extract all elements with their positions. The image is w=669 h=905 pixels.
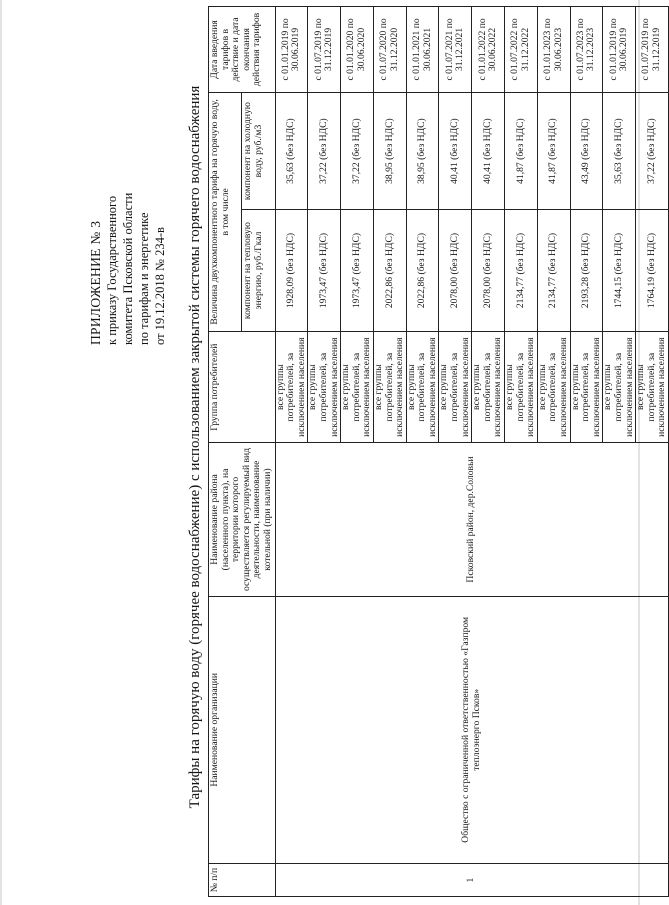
appendix-number: ПРИЛОЖЕНИЕ № 3 — [88, 220, 103, 345]
appendix-line-4: по тарифам и энергетике — [137, 212, 151, 345]
appendix-line-2: к приказу Государственного — [105, 195, 119, 345]
consumer-group: все группы потребителей, за исключением населения — [505, 331, 538, 443]
tariff-period: с 01.07.2023 по 31.12.2023 — [570, 7, 603, 93]
water-component: 37,22 (без НДС) — [341, 92, 374, 209]
heat-component: 1764,19 (без НДС) — [636, 210, 669, 332]
heat-component: 1744,15 (без НДС) — [603, 210, 636, 332]
table-row — [275, 7, 308, 897]
consumer-group: все группы потребителей, за исключением населения — [570, 331, 603, 443]
document-title: Тарифы на горячую воду (горячее водоснабжение) с использованием закрытой системы горячего водоснабжения — [187, 85, 203, 809]
tariff-period: с 01.07.2019 по 31.12.2019 — [308, 7, 341, 93]
consumer-group: все группы потребителей, за исключением населения — [308, 331, 341, 443]
header-period: Дата введения тарифов в действие и дата окончания действия тарифов — [209, 7, 276, 93]
consumer-group: все группы потребителей, за исключением населения — [406, 331, 439, 443]
tariff-table — [208, 6, 669, 897]
consumer-group: все группы потребителей, за исключением населения — [537, 331, 570, 443]
row-number: 1 — [275, 864, 668, 897]
heat-component: 1928,09 (без НДС) — [275, 210, 308, 332]
tariff-period: с 01.01.2022 по 30.06.2022 — [472, 7, 505, 93]
consumer-group: все группы потребителей, за исключением населения — [636, 331, 669, 443]
water-component: 35,63 (без НДС) — [275, 92, 308, 209]
header-org: Наименование организации — [209, 596, 276, 864]
header-component-heat: компонент на тепловую энергию, руб./Гкал — [242, 210, 275, 332]
tariff-period: с 01.01.2019 по 30.06.2019 — [275, 7, 308, 93]
heat-component: 2078,00 (без НДС) — [439, 210, 472, 332]
header-district: Наименование района (населенного пункта), на территории которого осуществляется регулируемый вид деятельности, наименование котельной (при наличии) — [209, 443, 276, 596]
tariff-period: с 01.01.2020 по 30.06.2020 — [341, 7, 374, 93]
tariff-period: с 01.07.2019 по 31.12.2019 — [636, 7, 669, 93]
water-component: 38,95 (без НДС) — [406, 92, 439, 209]
water-component: 38,95 (без НДС) — [373, 92, 406, 209]
appendix-date: от 19.12.2018 № 234-в — [153, 227, 167, 345]
appendix-header — [88, 25, 168, 345]
water-component: 40,41 (без НДС) — [439, 92, 472, 209]
heat-component: 2193,28 (без НДС) — [570, 210, 603, 332]
table-header-row — [209, 7, 242, 897]
heat-component: 1973,47 (без НДС) — [308, 210, 341, 332]
consumer-group: все группы потребителей, за исключением населения — [341, 331, 374, 443]
heat-component: 1973,47 (без НДС) — [341, 210, 374, 332]
header-component-water: компонент на холодную воду, руб./м3 — [242, 92, 275, 209]
tariff-period: с 01.07.2021 по 31.12.2021 — [439, 7, 472, 93]
header-group: Группа потребителей — [209, 331, 276, 443]
water-component: 43,49 (без НДС) — [570, 92, 603, 209]
water-component: 40,41 (без НДС) — [472, 92, 505, 209]
district-name: Псковский район, дер.Соловьи — [275, 443, 668, 596]
consumer-group: все группы потребителей, за исключением населения — [373, 331, 406, 443]
tariff-period: с 01.07.2022 по 31.12.2022 — [505, 7, 538, 93]
consumer-group: все группы потребителей, за исключением населения — [603, 331, 636, 443]
consumer-group: все группы потребителей, за исключением населения — [439, 331, 472, 443]
tariff-period: с 01.01.2019 по 30.06.2019 — [603, 7, 636, 93]
heat-component: 2134,77 (без НДС) — [537, 210, 570, 332]
tariff-period: с 01.07.2020 по 31.12.2020 — [373, 7, 406, 93]
consumer-group: все группы потребителей, за исключением населения — [472, 331, 505, 443]
tariff-period: с 01.01.2021 по 30.06.2021 — [406, 7, 439, 93]
heat-component: 2022,86 (без НДС) — [373, 210, 406, 332]
water-component: 41,87 (без НДС) — [537, 92, 570, 209]
table-body — [275, 7, 668, 897]
organization-name: Общество с ограниченной ответственностью «Газпром теплоэнерго Псков» — [275, 596, 668, 864]
appendix-line-3: комитета Псковской области — [121, 192, 135, 345]
tariff-table-wrapper — [208, 6, 669, 897]
heat-component: 2134,77 (без НДС) — [505, 210, 538, 332]
water-component: 37,22 (без НДС) — [636, 92, 669, 209]
water-component: 37,22 (без НДС) — [308, 92, 341, 209]
water-component: 41,87 (без НДС) — [505, 92, 538, 209]
water-component: 35,63 (без НДС) — [603, 92, 636, 209]
header-tariff-value: Величина двухкомпонентного тарифа на горячую воду, в том числе — [209, 92, 242, 331]
tariff-period: с 01.01.2023 по 30.06.2023 — [537, 7, 570, 93]
header-num: № п/п — [209, 864, 276, 897]
heat-component: 2022,86 (без НДС) — [406, 210, 439, 332]
consumer-group: все группы потребителей, за исключением населения — [275, 331, 308, 443]
heat-component: 2078,00 (без НДС) — [472, 210, 505, 332]
